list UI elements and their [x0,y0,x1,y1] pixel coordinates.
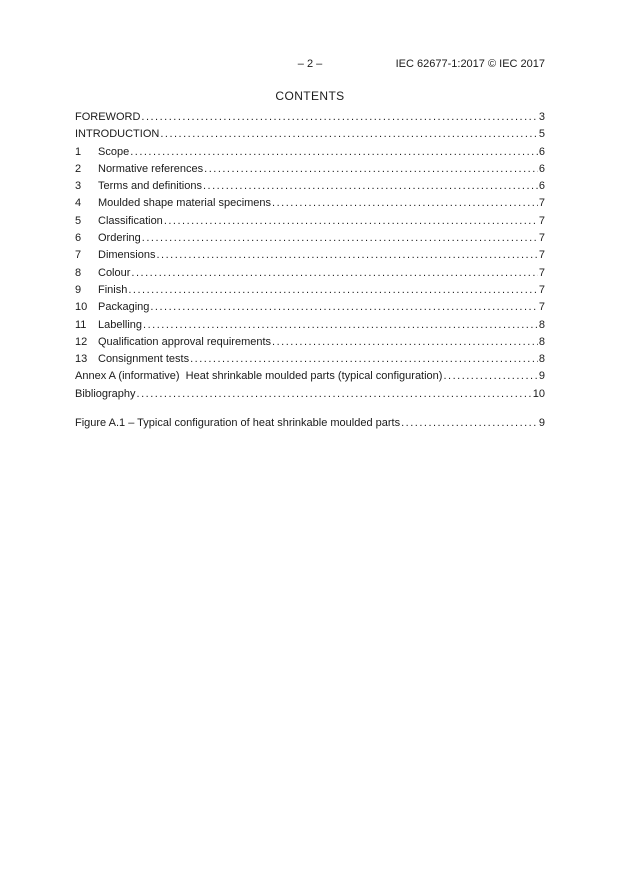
toc-entry-label: INTRODUCTION [75,128,160,141]
toc-entry[interactable] [75,388,545,405]
toc-entry[interactable] [75,284,545,301]
toc-entry-label: FOREWORD [75,111,141,123]
toc-entry-label: Consignment tests [98,353,190,366]
toc-entry-page: 6 [538,162,545,175]
page-content [0,58,620,434]
toc-entry-label: Classification [98,214,163,227]
dot-leader [141,111,537,123]
dot-leader [142,232,538,244]
toc-entry[interactable] [75,267,545,284]
toc-entry-page: 5 [538,128,545,141]
toc-entry-number: 8 [75,266,82,279]
toc-entry-number: 11 [75,318,87,331]
toc-entry-label: Normative references [98,162,204,175]
toc-entry-label: Moulded shape material specimens [98,197,272,210]
toc-entry-page: 7 [538,232,545,245]
dot-leader [128,284,538,296]
toc-entry-number: 13 [75,353,88,366]
toc-entry-number: 6 [75,232,82,245]
toc-entry-number: 2 [75,162,82,175]
toc-entry[interactable] [75,301,545,318]
dot-leader [401,417,538,429]
toc-entry-label: Packaging [98,301,150,314]
toc-entry-label: Ordering [98,232,141,245]
toc-entry-number: 10 [75,301,88,314]
dot-leader [204,163,538,175]
toc-entry-label: Terms and definitions [98,180,202,193]
toc-entry[interactable] [75,163,545,180]
toc-entry-number: 7 [75,249,82,262]
dot-leader [203,180,538,192]
toc-entry[interactable] [75,336,545,353]
toc-entry-label: Scope [98,145,130,158]
dot-leader [137,388,532,400]
toc-entry-page: 7 [538,249,545,262]
dot-leader [156,249,537,261]
toc-entry-page: 8 [538,335,545,348]
toc-entry[interactable] [75,353,545,370]
toc-entry-label: Bibliography [75,387,136,400]
page-header [75,58,545,72]
figure-list [75,417,545,434]
dot-leader [131,267,537,279]
toc-entry-page: 10 [532,387,545,400]
toc-entry-label: Finish [98,283,128,296]
toc-entry[interactable] [75,370,545,387]
page-number: – 2 – [297,58,323,70]
toc-entry[interactable] [75,197,545,214]
dot-leader [443,370,537,382]
toc-entry[interactable] [75,128,545,145]
toc-entry[interactable] [75,111,545,128]
dot-leader [150,301,538,313]
toc-entry-number: 4 [75,197,82,210]
toc-entry-label: Dimensions [98,249,156,262]
contents-title: CONTENTS [275,89,345,103]
document-reference: IEC 62677-1:2017 © IEC 2017 [395,58,545,70]
dot-leader [160,128,538,140]
toc-entry[interactable] [75,319,545,336]
dot-leader [190,353,538,365]
toc-entry-page: 7 [538,197,545,210]
toc-entry-label: Figure A.1 – Typical configuration of heat shrinkable moulded parts [75,417,401,430]
toc-entry-page: 3 [538,111,545,123]
toc-list [75,111,545,405]
toc-entry-label: Labelling [98,318,143,331]
toc-entry-page: 8 [538,318,545,331]
toc-entry-number: 5 [75,214,82,227]
toc-entry[interactable] [75,180,545,197]
dot-leader [164,215,538,227]
toc-entry-page: 7 [538,266,545,279]
toc-entry-page: 7 [538,283,545,296]
dot-leader [272,336,538,348]
toc-entry-label: Annex A (informative) Heat shrinkable moulded parts (typical configuration) [75,370,443,383]
toc-entry-page: 8 [538,353,545,366]
toc-entry-label: Colour [98,266,131,279]
toc-entry-page: 7 [538,214,545,227]
dot-leader [143,319,538,331]
toc-entry-number: 9 [75,283,82,296]
toc-entry[interactable] [75,232,545,249]
toc-entry-number: 1 [75,145,82,158]
toc-entry-number: 3 [75,180,82,193]
toc-entry-label: Qualification approval requirements [98,335,272,348]
toc-entry[interactable] [75,215,545,232]
toc-entry[interactable] [75,249,545,266]
toc-entry[interactable] [75,146,545,163]
toc-entry-page: 9 [538,417,545,430]
dot-leader [130,146,538,158]
toc-entry-page: 9 [538,370,545,383]
toc-entry-page: 6 [538,180,545,193]
toc-entry-page: 7 [538,301,545,314]
toc-entry[interactable] [75,417,545,434]
toc-entry-page: 6 [538,145,545,158]
dot-leader [272,197,538,209]
toc-entry-number: 12 [75,335,88,348]
